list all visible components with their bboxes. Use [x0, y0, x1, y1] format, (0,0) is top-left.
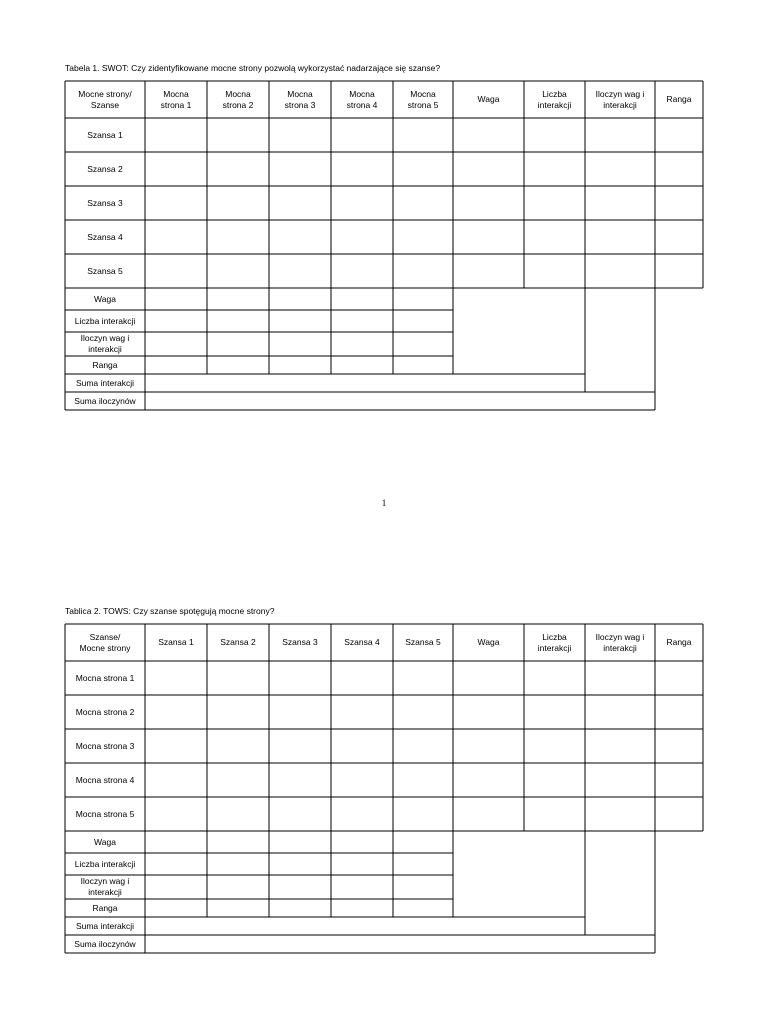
column-header: Mocna strona 4 [346, 88, 378, 110]
column-header: Mocna strona 5 [407, 88, 439, 110]
corner-header: Szanse/ Mocne strony [79, 631, 131, 653]
column-header: Liczba interakcji [537, 631, 572, 653]
row-header: Mocna strona 3 [75, 740, 135, 751]
column-header: Mocna strona 3 [284, 88, 316, 110]
column-header: Waga [477, 637, 500, 648]
column-header: Szansa 4 [344, 637, 380, 648]
column-header: Ranga [666, 637, 692, 648]
column-header: Iloczyn wag i interakcji [595, 88, 645, 110]
row-header: Szansa 3 [87, 197, 123, 208]
page-number: 1 [381, 498, 387, 508]
summary-row-header: Iloczyn wag i interakcji [80, 876, 130, 897]
summary-row-header: Iloczyn wag i interakcji [80, 333, 130, 354]
table1-caption: Tabela 1. SWOT: Czy zidentyfikowane mocne strony pozwolą wykorzystać nadarzające się szanse? [65, 63, 441, 73]
summary-row-header: Waga [94, 293, 116, 304]
summary-row-header: Suma iloczynów [74, 938, 136, 949]
column-header: Liczba interakcji [537, 88, 572, 110]
summary-row-header: Ranga [92, 902, 118, 913]
summary-row-header: Suma interakcji [75, 920, 135, 931]
column-header: Mocna strona 2 [222, 88, 254, 110]
row-header: Szansa 2 [87, 163, 123, 174]
column-header: Ranga [666, 94, 692, 105]
row-header: Mocna strona 5 [75, 808, 135, 819]
column-header: Szansa 5 [405, 637, 441, 648]
column-header: Iloczyn wag i interakcji [595, 631, 645, 653]
table2-caption: Tablica 2. TOWS: Czy szanse spotęgują mocne strony? [65, 606, 275, 616]
column-header: Waga [477, 94, 500, 105]
corner-header: Mocne strony/ Szanse [78, 88, 132, 110]
summary-row-header: Liczba interakcji [74, 315, 136, 326]
column-header: Mocna strona 1 [160, 88, 192, 110]
row-header: Szansa 1 [87, 129, 123, 140]
column-header: Szansa 2 [220, 637, 256, 648]
summary-row-header: Suma iloczynów [74, 395, 136, 406]
column-header: Szansa 3 [282, 637, 318, 648]
column-header: Szansa 1 [158, 637, 194, 648]
summary-row-header: Liczba interakcji [74, 858, 136, 869]
row-header: Mocna strona 1 [75, 672, 135, 683]
summary-row-header: Suma interakcji [75, 377, 135, 388]
row-header: Mocna strona 4 [75, 774, 135, 785]
row-header: Szansa 4 [87, 231, 123, 242]
summary-row-header: Waga [94, 836, 116, 847]
row-header: Mocna strona 2 [75, 706, 135, 717]
summary-row-header: Ranga [92, 359, 118, 370]
row-header: Szansa 5 [87, 265, 123, 276]
